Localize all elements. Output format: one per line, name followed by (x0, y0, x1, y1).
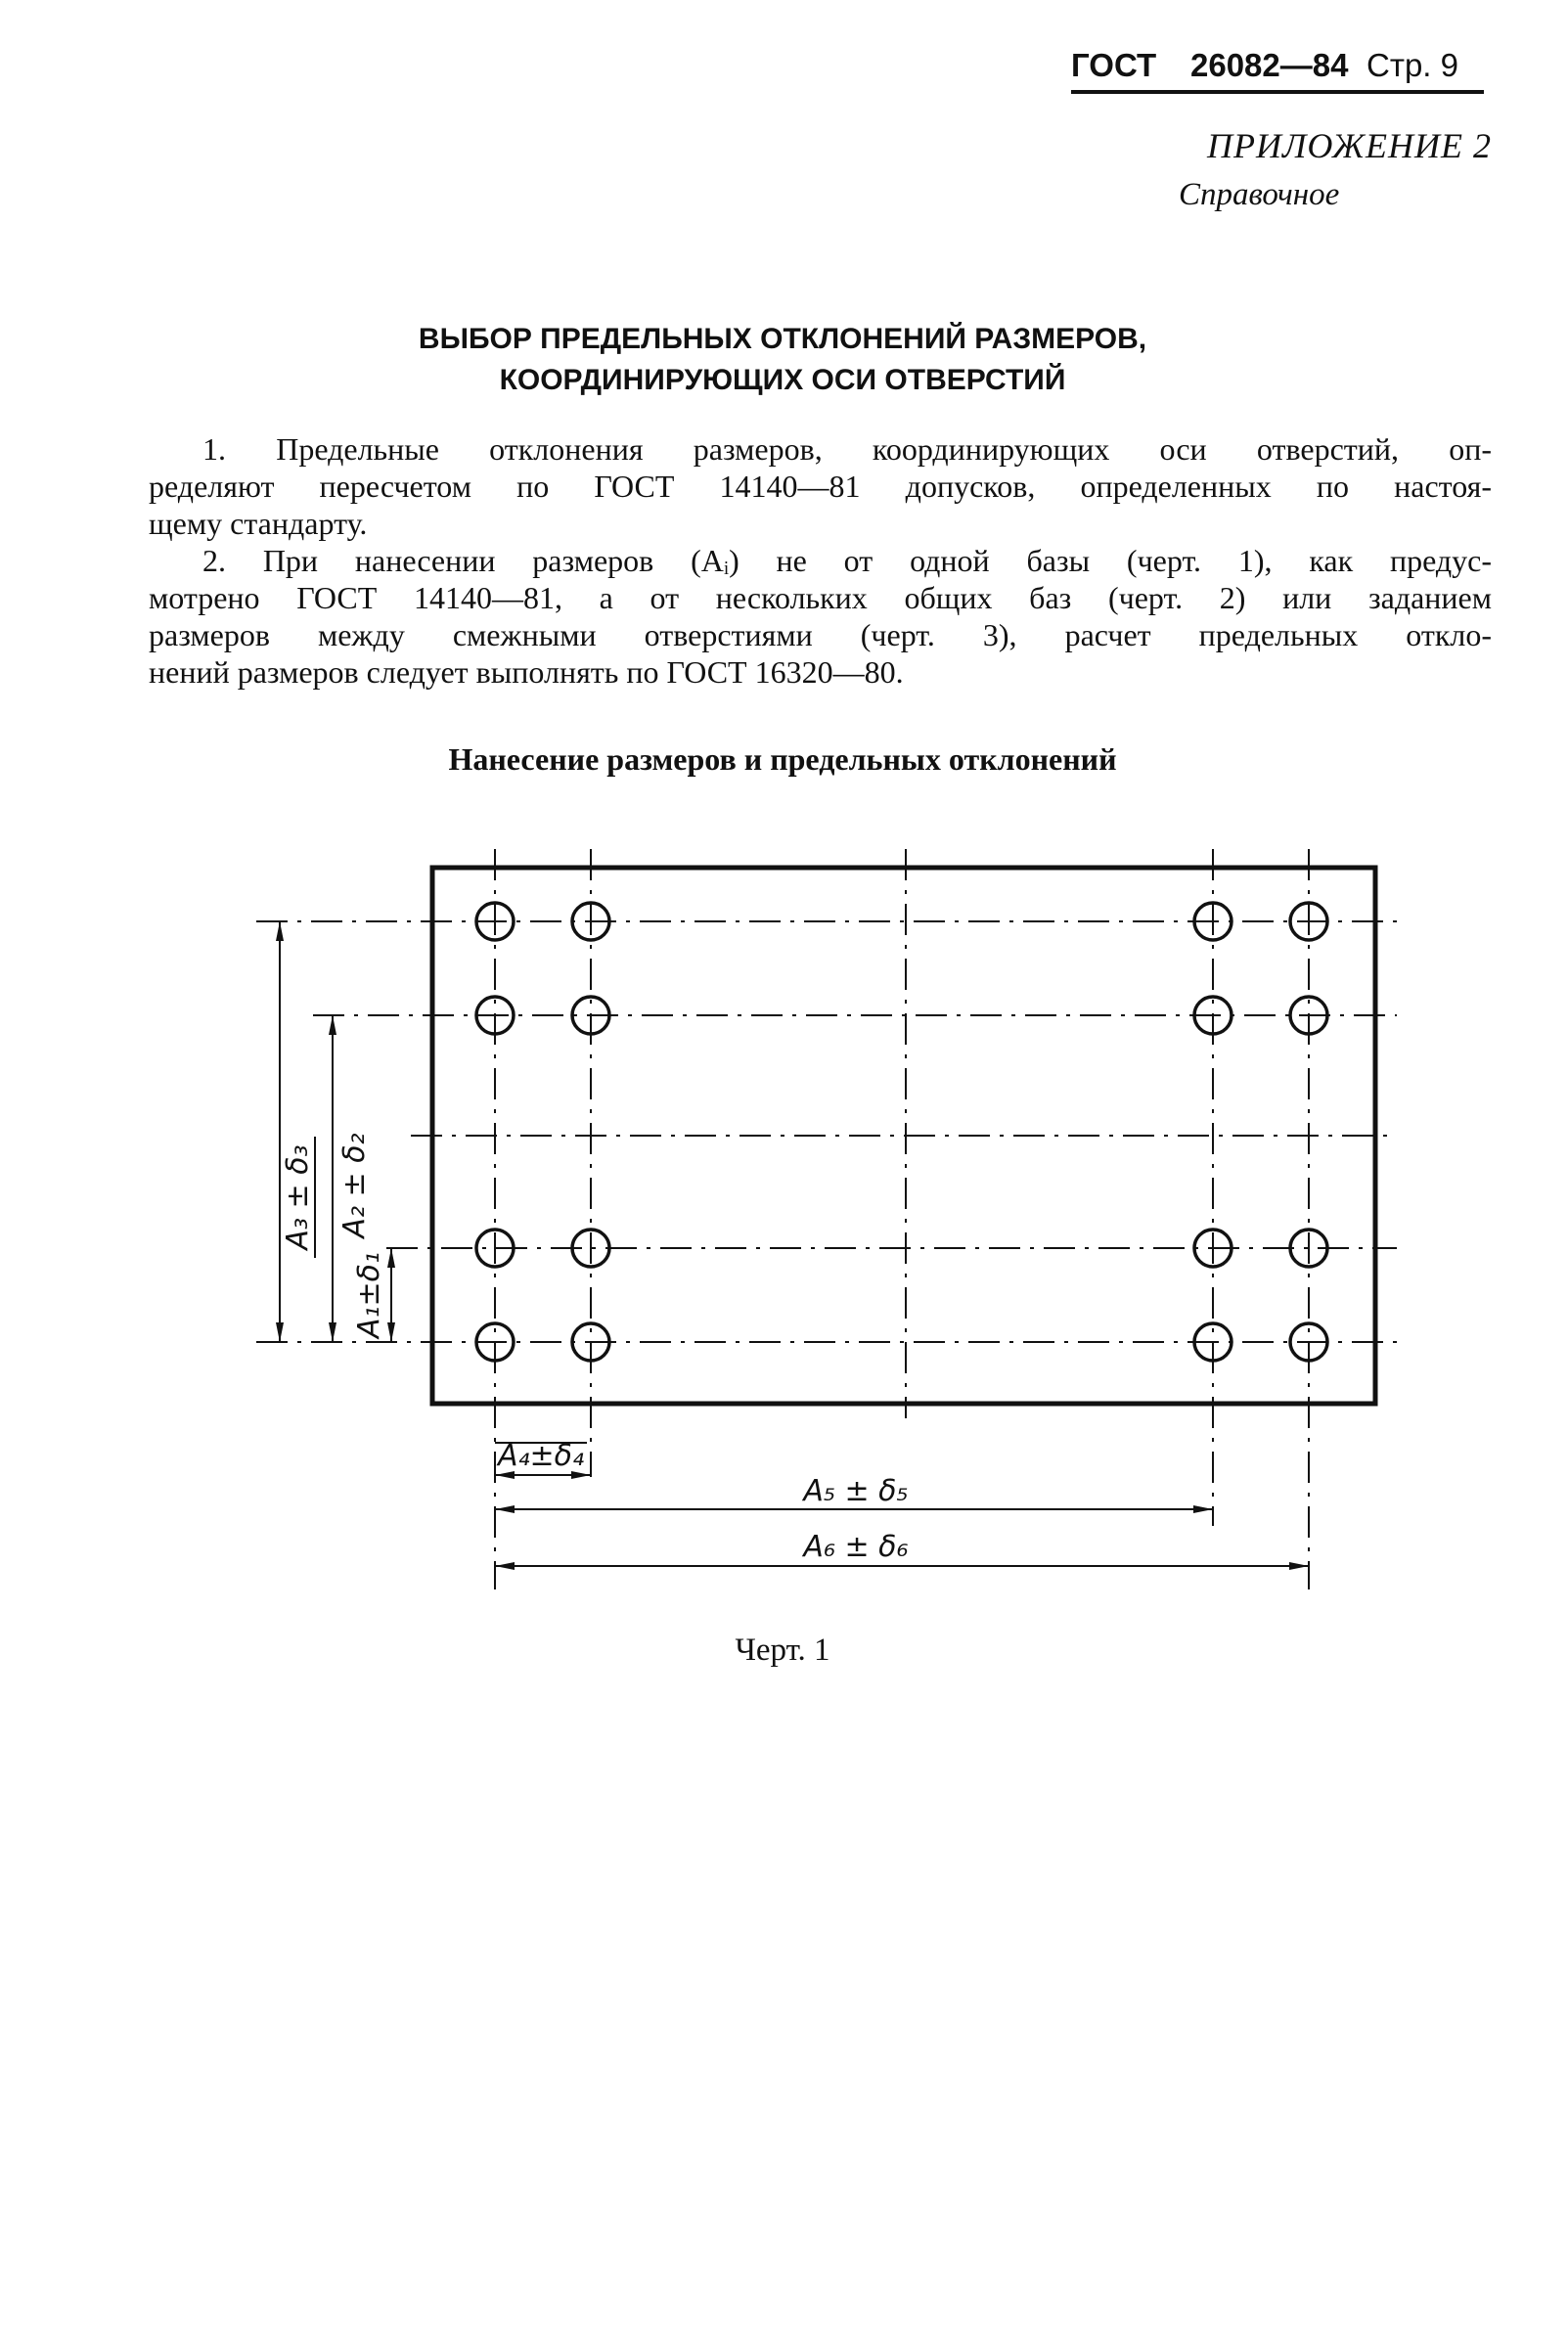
header-standard: ГОСТ (1071, 47, 1157, 83)
appendix-label: ПРИЛОЖЕНИЕ 2 (1207, 126, 1492, 165)
appendix-type: Справочное (1179, 177, 1340, 212)
header-page-number: Стр. 9 (1366, 47, 1458, 83)
paragraph-line: ределяют пересчетом по ГОСТ 14140—81 допусков, определенных по настоя- (149, 469, 1492, 504)
paragraph-line: 2. При нанесении размеров (Aᵢ) не от одной базы (черт. 1), как предус- (202, 543, 1492, 578)
dimension-label-a1: A₁±δ₁ (352, 1251, 386, 1339)
dimension-label-a5: A₅ ± δ₅ (803, 1474, 909, 1508)
dimension-label-a6: A₆ ± δ₆ (803, 1530, 909, 1564)
holes (476, 903, 1327, 1361)
paragraph-line: щему стандарту. (149, 506, 368, 541)
section-title-line-1: ВЫБОР ПРЕДЕЛЬНЫХ ОТКЛОНЕНИЙ РАЗМЕРОВ, (418, 323, 1147, 355)
dimension-label-a2: A₂ ± δ₂ (337, 1133, 372, 1238)
section-title-line-2: КООРДИНИРУЮЩИХ ОСИ ОТВЕРСТИЙ (499, 364, 1066, 396)
figure-label: Черт. 1 (735, 1633, 830, 1668)
paragraph-line: нений размеров следует выполнять по ГОСТ 16320—80. (149, 654, 904, 690)
paragraph-line: 1. Предельные отклонения размеров, координирующих оси отверстий, оп- (202, 431, 1492, 467)
figure-caption: Нанесение размеров и предельных отклонений (448, 741, 1117, 777)
paragraph-line: размеров между смежными отверстиями (черт. 3), расчет предельных откло- (149, 617, 1492, 652)
horizontal-axis-lines (256, 921, 1397, 1342)
dimension-label-a4: A₄±δ₄ (497, 1439, 585, 1473)
paragraph-line: мотрено ГОСТ 14140—81, а от нескольких общих баз (черт. 2) или заданием (149, 580, 1492, 615)
dimension-label-a3: A₃ ± δ₃ (281, 1144, 315, 1250)
header-standard-number: 26082—84 (1190, 47, 1349, 83)
